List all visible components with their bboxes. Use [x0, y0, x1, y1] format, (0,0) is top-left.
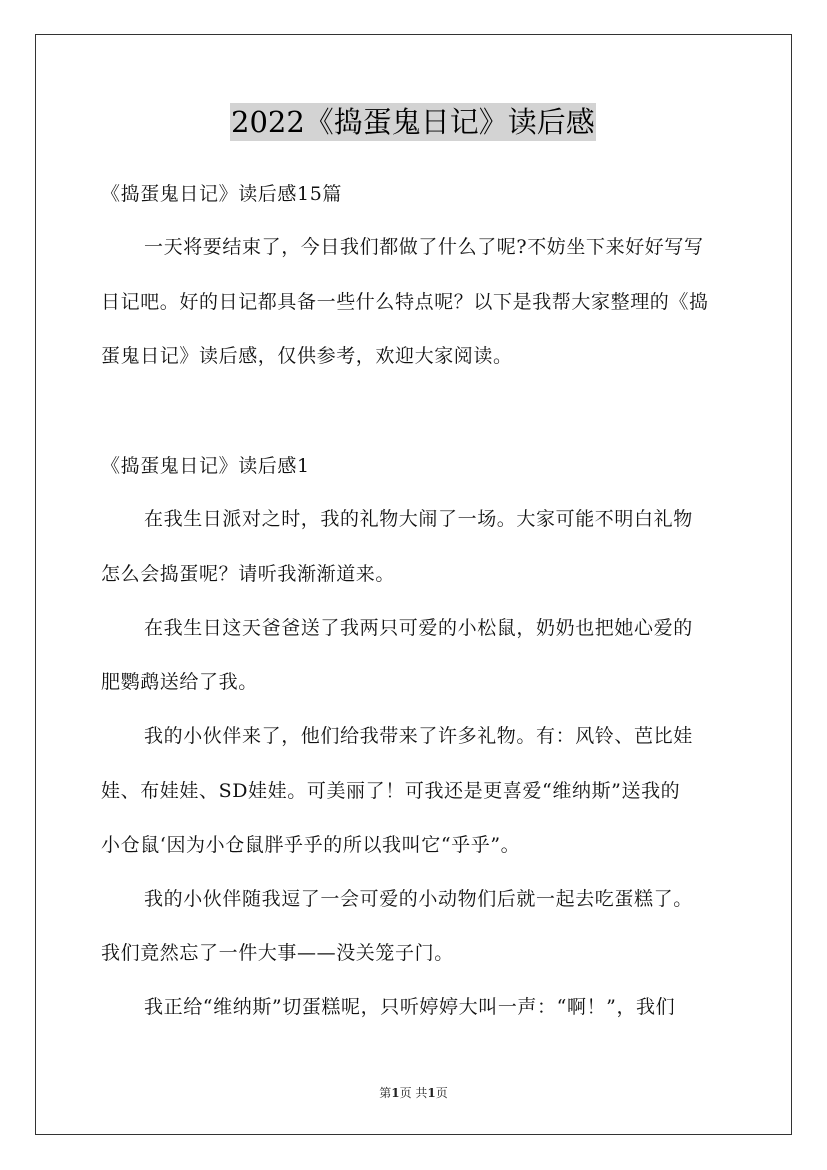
paragraph-line: 娃、布娃娃、SD娃娃。可美丽了！可我还是更喜爱“维纳斯”送我的: [101, 780, 681, 802]
paragraph-line: 我的小伙伴随我逗了一会可爱的小动物们后就一起去吃蛋糕了。: [144, 888, 693, 910]
paragraph-line: 我正给“维纳斯”切蛋糕呢，只听婷婷大叫一声：“啊！”，我们: [144, 996, 676, 1018]
paragraph-line: 怎么会捣蛋呢？请听我渐渐道来。: [101, 563, 396, 585]
page-mid: 页 共: [399, 1086, 428, 1100]
paragraph-line: 蛋鬼日记》读后感，仅供参考，欢迎大家阅读。: [101, 345, 513, 367]
paragraph-line: 在我生日这天爸爸送了我两只可爱的小松鼠，奶奶也把她心爱的: [144, 617, 693, 639]
page-suffix: 页: [435, 1086, 448, 1100]
document-title: 2022《捣蛋鬼日记》读后感: [231, 105, 595, 139]
page-current: 1: [391, 1086, 400, 1100]
page-footer: [0, 1085, 827, 1101]
page-total: 1: [427, 1086, 436, 1100]
paragraph-line: 日记吧。好的日记都具备一些什么特点呢？以下是我帮大家整理的《捣: [101, 291, 709, 313]
page-prefix: 第: [379, 1086, 392, 1100]
document-subtitle: 《捣蛋鬼日记》读后感15篇: [101, 183, 342, 205]
paragraph-line: 在我生日派对之时，我的礼物大闹了一场。大家可能不明白礼物: [144, 508, 693, 530]
section-heading: 《捣蛋鬼日记》读后感1: [101, 455, 310, 477]
paragraph-line: 肥鹦鹉送给了我。: [101, 671, 258, 693]
paragraph-line: 一天将要结束了，今日我们都做了什么了呢?不妨坐下来好好写写: [144, 236, 704, 258]
paragraph-line: 小仓鼠‘因为小仓鼠胖乎乎的所以我叫它“乎乎”。: [101, 834, 521, 856]
paragraph-line: 我们竟然忘了一件大事——没关笼子门。: [101, 942, 454, 964]
paragraph-line: 我的小伙伴来了，他们给我带来了许多礼物。有：风铃、芭比娃: [144, 725, 693, 747]
